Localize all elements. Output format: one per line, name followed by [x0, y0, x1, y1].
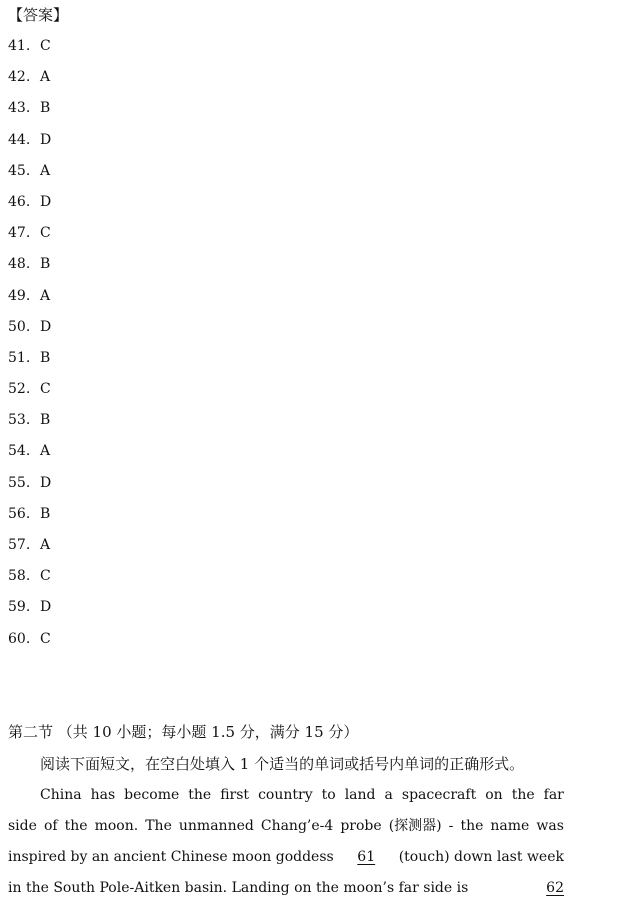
answer-option: A — [40, 443, 51, 460]
question-number: 53. — [8, 412, 31, 429]
passage-word: spacecraft — [401, 787, 477, 803]
section-instruction: 阅读下面短文，在空白处填入 1 个适当的单词或括号内单词的正确形式。 — [40, 755, 525, 773]
answer-option: D — [40, 131, 52, 148]
answer-option: A — [40, 69, 51, 86]
question-number: 49. — [8, 287, 31, 304]
passage-word: unmanned — [178, 818, 254, 834]
passage-word: the — [460, 818, 484, 834]
question-number: 46. — [8, 193, 31, 210]
answer-option: C — [40, 630, 51, 647]
answer-option: C — [40, 38, 51, 54]
passage-word: a — [384, 787, 393, 803]
answer-row — [8, 316, 51, 347]
answer-row — [8, 347, 51, 378]
passage-word: country — [258, 787, 313, 803]
question-number: 54. — [8, 443, 31, 460]
answer-row — [8, 191, 51, 222]
answer-option: A — [40, 287, 51, 304]
answer-option: B — [40, 349, 51, 366]
answer-option: C — [40, 568, 51, 585]
answer-option: B — [40, 505, 51, 522]
answer-row — [8, 66, 51, 97]
question-number: 56. — [8, 505, 31, 522]
question-number: 59. — [8, 599, 31, 616]
answer-row — [8, 97, 51, 128]
question-number: 45. — [8, 162, 31, 179]
answer-row — [8, 534, 51, 565]
passage-word: to — [321, 787, 336, 803]
answer-option: B — [40, 256, 51, 273]
passage-word: (探测器) — [388, 818, 442, 834]
answer-row — [8, 378, 51, 409]
question-number: 60. — [8, 630, 31, 647]
passage-word: the — [511, 787, 535, 803]
answer-option: D — [40, 474, 52, 491]
answer-option: D — [40, 193, 52, 210]
blank-62: 62 — [546, 880, 564, 896]
answer-row — [8, 503, 51, 534]
passage-word: become — [124, 787, 180, 803]
answer-row — [8, 129, 51, 160]
passage-word: on — [485, 787, 503, 803]
passage-word: moon. — [94, 818, 139, 834]
answer-row — [8, 160, 51, 191]
passage-word: has — [90, 787, 116, 803]
answer-row — [8, 596, 51, 627]
passage-text: (touch) down last week — [398, 849, 564, 865]
question-number: 52. — [8, 381, 31, 398]
question-number: 57. — [8, 537, 31, 553]
question-number: 44. — [8, 131, 31, 148]
passage-word: - — [448, 818, 454, 834]
passage-word: was — [536, 818, 564, 834]
passage-word: of — [43, 818, 58, 834]
passage-word: China — [40, 787, 82, 803]
answer-row — [8, 285, 51, 316]
answer-row — [8, 222, 51, 253]
question-number: 55. — [8, 474, 31, 491]
answer-list — [8, 35, 51, 659]
answer-option: C — [40, 381, 51, 398]
passage-text: inspired by an ancient Chinese moon goddess — [8, 849, 334, 865]
answer-option: A — [40, 162, 51, 179]
answer-row — [8, 440, 51, 471]
passage-word: land — [344, 787, 376, 803]
question-number: 43. — [8, 100, 31, 117]
passage-word: far — [543, 787, 564, 803]
passage-line-2 — [8, 814, 564, 845]
passage-word: first — [220, 787, 250, 803]
answer-option: B — [40, 412, 51, 429]
answer-row — [8, 35, 51, 66]
answer-option: D — [40, 318, 52, 335]
answer-row — [8, 472, 51, 503]
answer-option: A — [40, 537, 51, 553]
passage-word: the — [64, 818, 88, 834]
passage-word: the — [188, 787, 212, 803]
question-number: 48. — [8, 256, 31, 273]
answer-row — [8, 628, 51, 659]
answer-option: B — [40, 100, 51, 117]
passage-text: in the South Pole-Aitken basin. Landing on the moon’s far side is — [8, 880, 469, 896]
answer-option: D — [40, 599, 52, 616]
passage-line-1 — [8, 783, 564, 814]
answer-row — [8, 409, 51, 440]
reading-passage — [8, 783, 564, 907]
question-number: 41. — [8, 38, 31, 54]
passage-word: Chang’e-4 — [260, 818, 334, 834]
question-number: 50. — [8, 318, 31, 335]
answer-option: C — [40, 225, 51, 242]
passage-word: The — [145, 818, 172, 834]
passage-word: side — [8, 818, 37, 834]
question-number: 47. — [8, 225, 31, 242]
answer-row — [8, 253, 51, 284]
section-title: 第二节 （共 10 小题；每小题 1.5 分，满分 15 分） — [8, 723, 359, 741]
question-number: 58. — [8, 568, 31, 585]
question-number: 51. — [8, 349, 31, 366]
answer-row — [8, 565, 51, 596]
passage-line-3 — [8, 845, 564, 876]
question-number: 42. — [8, 69, 31, 86]
passage-word: name — [490, 818, 530, 834]
passage-line-4 — [8, 876, 564, 907]
answer-heading: 【答案】 — [8, 6, 69, 24]
passage-word: probe — [340, 818, 382, 834]
blank-61: 61 — [357, 849, 376, 865]
